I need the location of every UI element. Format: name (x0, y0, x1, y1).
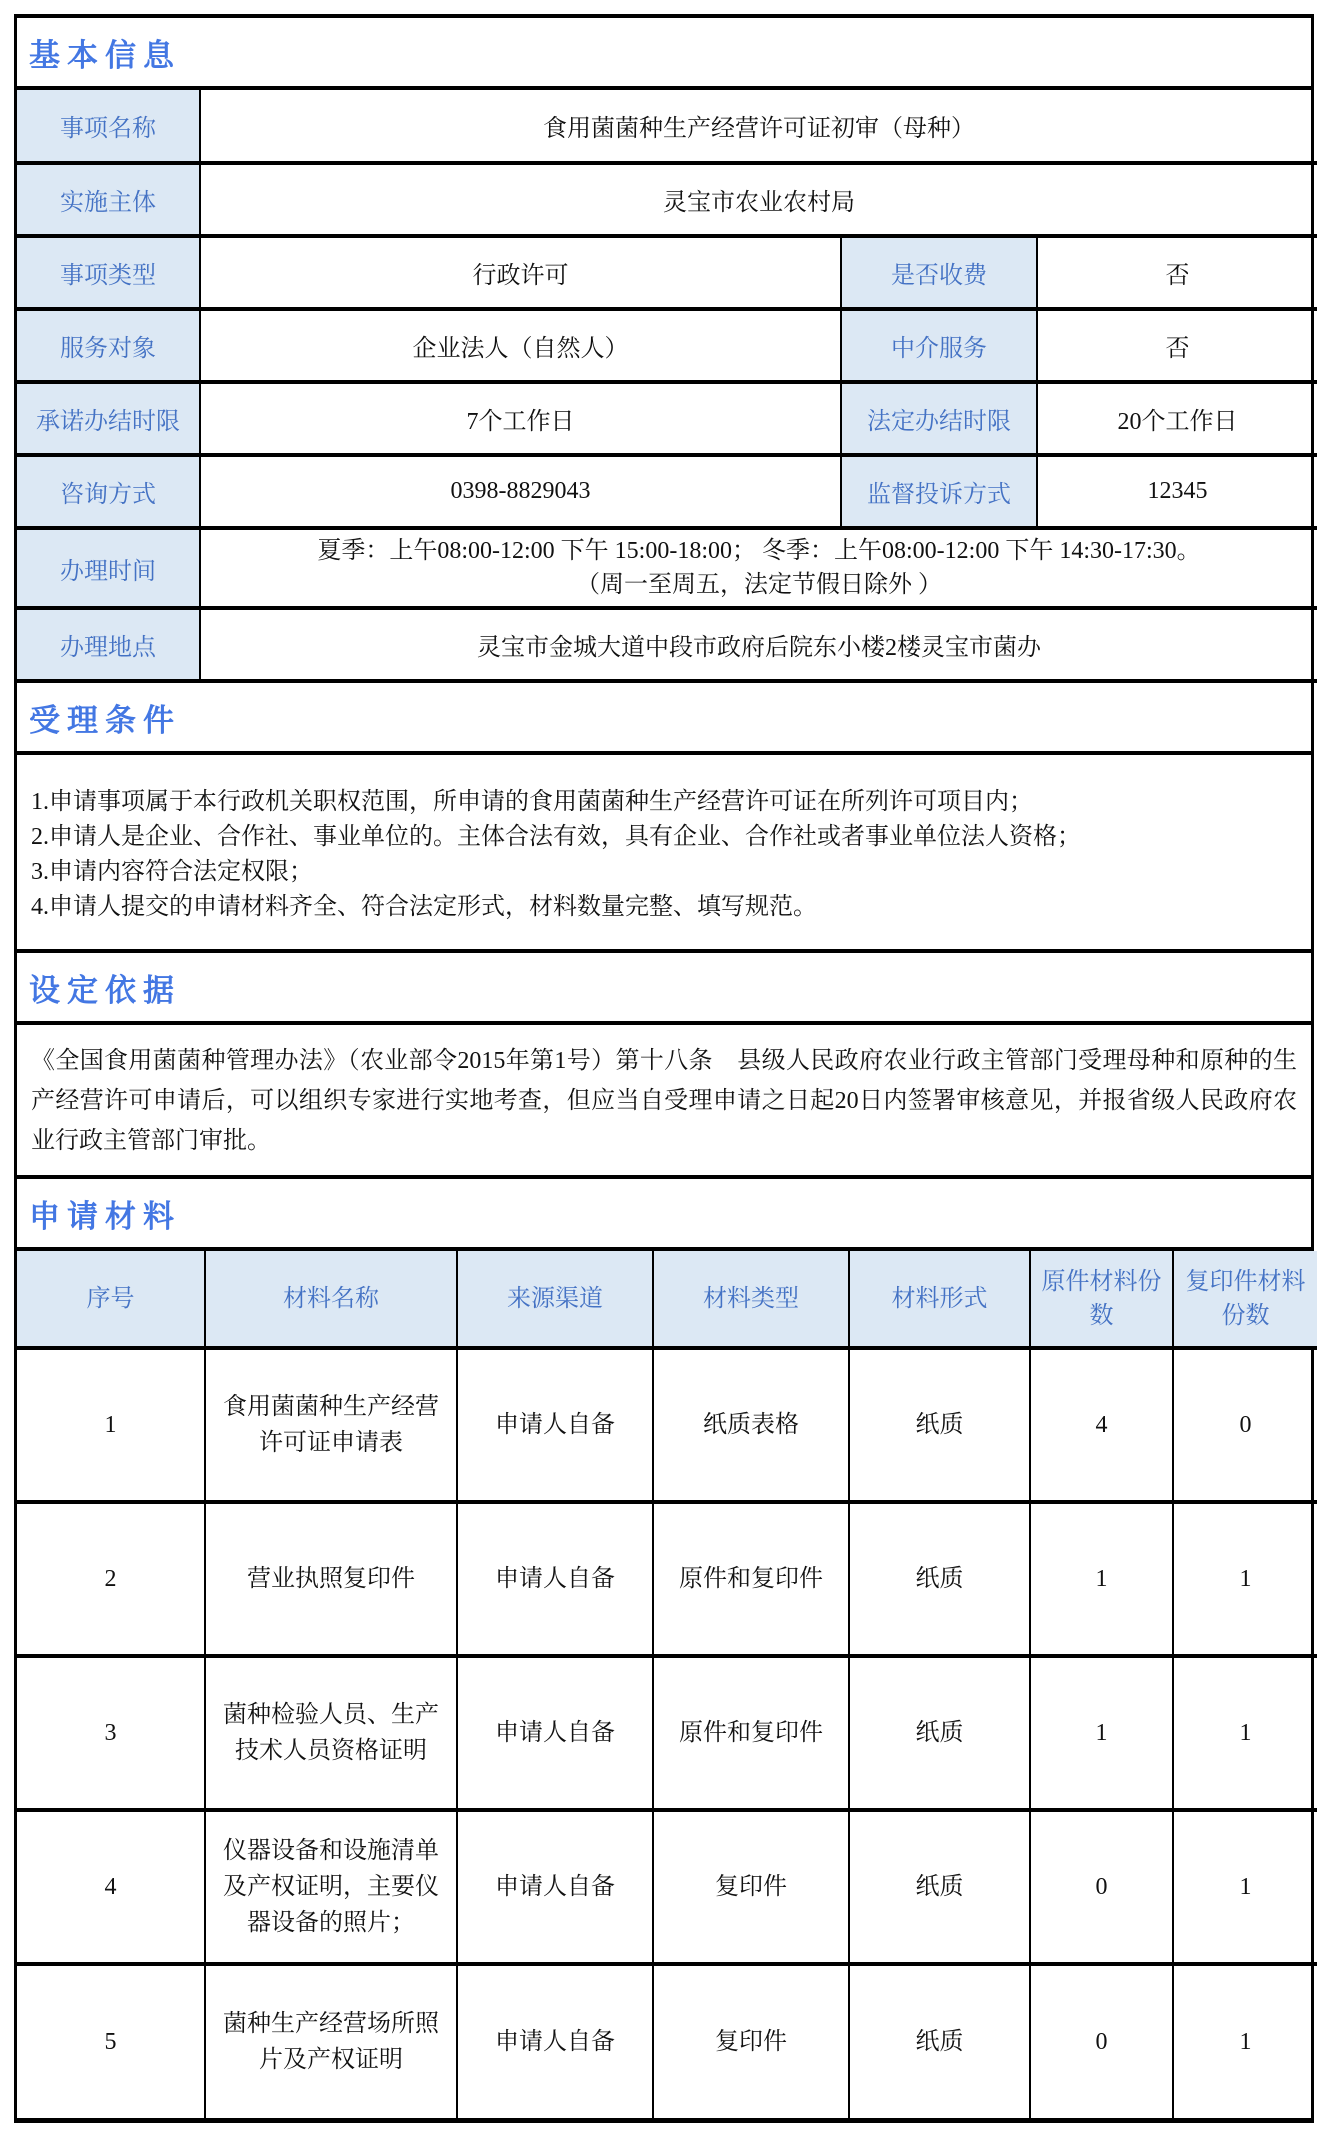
material-1-original-count: 4 (1030, 1348, 1173, 1502)
material-2-source: 申请人自备 (457, 1502, 653, 1656)
material-row-5 (17, 1964, 1317, 2118)
material-2-type: 原件和复印件 (653, 1502, 849, 1656)
material-row-1 (17, 1348, 1317, 1502)
label-consult-method: 咨询方式 (17, 455, 200, 528)
value-is-charged: 否 (1037, 236, 1317, 309)
section-title-application-materials: 申请材料 (17, 1179, 1311, 1251)
col-header-original-copies: 原件材料份数 (1030, 1251, 1173, 1348)
value-legal-limit: 20个工作日 (1037, 382, 1317, 455)
material-row-2 (17, 1502, 1317, 1656)
material-2-form: 纸质 (849, 1502, 1030, 1656)
material-3-source: 申请人自备 (457, 1656, 653, 1810)
material-2-seq: 2 (17, 1502, 205, 1656)
materials-header-row (17, 1251, 1317, 1348)
application-materials-table (17, 1251, 1317, 2118)
material-5-form: 纸质 (849, 1964, 1030, 2118)
material-row-4 (17, 1810, 1317, 1964)
row-item-name (17, 90, 1317, 163)
material-2-name: 营业执照复印件 (205, 1502, 457, 1656)
value-item-name: 食用菌菌种生产经营许可证初审（母种） (200, 90, 1317, 163)
value-implementer: 灵宝市农业农村局 (200, 163, 1317, 236)
material-1-type: 纸质表格 (653, 1348, 849, 1502)
office-hours-line1: 夏季：上午08:00-12:00 下午 15:00-18:00； 冬季：上午08:00-12:00 下午 14:30-17:30。 (317, 538, 1201, 564)
material-2-original-count: 1 (1030, 1502, 1173, 1656)
col-header-material-name: 材料名称 (205, 1251, 457, 1348)
col-header-source-channel: 来源渠道 (457, 1251, 653, 1348)
label-intermediary: 中介服务 (841, 309, 1037, 382)
col-header-material-type: 材料类型 (653, 1251, 849, 1348)
label-implementer: 实施主体 (17, 163, 200, 236)
material-1-name: 食用菌菌种生产经营许可证申请表 (205, 1348, 457, 1502)
label-service-target: 服务对象 (17, 309, 200, 382)
acceptance-condition-1: 1.申请事项属于本行政机关职权范围，所申请的食用菌菌种生产经营许可证在所列许可项目内； (31, 789, 1033, 815)
row-time-limits (17, 382, 1317, 455)
office-hours-line2: （周一至周五，法定节假日除外 ） (576, 572, 942, 598)
col-header-duplicate-copies: 复印件材料份数 (1173, 1251, 1317, 1348)
material-5-type: 复印件 (653, 1964, 849, 2118)
row-item-type (17, 236, 1317, 309)
label-item-name: 事项名称 (17, 90, 200, 163)
material-3-copy-count: 1 (1173, 1656, 1317, 1810)
material-3-original-count: 1 (1030, 1656, 1173, 1810)
material-5-original-count: 0 (1030, 1964, 1173, 2118)
material-5-source: 申请人自备 (457, 1964, 653, 2118)
value-office-hours (200, 528, 1317, 608)
value-service-target: 企业法人（自然人） (200, 309, 841, 382)
material-4-copy-count: 1 (1173, 1810, 1317, 1964)
value-consult-method: 0398-8829043 (200, 455, 841, 528)
material-4-seq: 4 (17, 1810, 205, 1964)
material-3-type: 原件和复印件 (653, 1656, 849, 1810)
material-1-copy-count: 0 (1173, 1348, 1317, 1502)
label-is-charged: 是否收费 (841, 236, 1037, 309)
acceptance-conditions-text (17, 755, 1311, 953)
acceptance-condition-3: 3.申请内容符合法定权限； (31, 859, 313, 885)
legal-basis-text: 《全国食用菌菌种管理办法》（农业部令2015年第1号）第十八条 县级人民政府农业行政主管部门受理母种和原种的生产经营许可申请后，可以组织专家进行实地考查，但应当自受理申请之日起20日内签署审核意见，并报省级人民政府农业行政主管部门审批。 (17, 1025, 1311, 1179)
row-implementer (17, 163, 1317, 236)
material-3-form: 纸质 (849, 1656, 1030, 1810)
label-complaint-method: 监督投诉方式 (841, 455, 1037, 528)
material-3-seq: 3 (17, 1656, 205, 1810)
label-legal-limit: 法定办结时限 (841, 382, 1037, 455)
row-contact (17, 455, 1317, 528)
material-4-type: 复印件 (653, 1810, 849, 1964)
label-office-location: 办理地点 (17, 608, 200, 681)
row-office-hours (17, 528, 1317, 608)
col-header-seq: 序号 (17, 1251, 205, 1348)
section-title-acceptance-conditions: 受理条件 (17, 683, 1311, 755)
material-row-3 (17, 1656, 1317, 1810)
material-1-form: 纸质 (849, 1348, 1030, 1502)
basic-info-table (17, 90, 1317, 683)
value-office-location: 灵宝市金城大道中段市政府后院东小楼2楼灵宝市菌办 (200, 608, 1317, 681)
material-1-seq: 1 (17, 1348, 205, 1502)
material-3-name: 菌种检验人员、生产技术人员资格证明 (205, 1656, 457, 1810)
material-5-name: 菌种生产经营场所照片及产权证明 (205, 1964, 457, 2118)
value-complaint-method: 12345 (1037, 455, 1317, 528)
material-4-source: 申请人自备 (457, 1810, 653, 1964)
material-4-form: 纸质 (849, 1810, 1030, 1964)
material-5-copy-count: 1 (1173, 1964, 1317, 2118)
label-office-hours: 办理时间 (17, 528, 200, 608)
row-service-target (17, 309, 1317, 382)
material-2-copy-count: 1 (1173, 1502, 1317, 1656)
service-item-sheet (14, 14, 1314, 2123)
value-promised-limit: 7个工作日 (200, 382, 841, 455)
material-4-name: 仪器设备和设施清单及产权证明，主要仪器设备的照片； (205, 1810, 457, 1964)
section-title-legal-basis: 设定依据 (17, 953, 1311, 1025)
col-header-material-form: 材料形式 (849, 1251, 1030, 1348)
material-5-seq: 5 (17, 1964, 205, 2118)
acceptance-condition-2: 2.申请人是企业、合作社、事业单位的。主体合法有效，具有企业、合作社或者事业单位法人资格； (31, 824, 1081, 850)
value-item-type: 行政许可 (200, 236, 841, 309)
label-item-type: 事项类型 (17, 236, 200, 309)
material-1-source: 申请人自备 (457, 1348, 653, 1502)
acceptance-condition-4: 4.申请人提交的申请材料齐全、符合法定形式，材料数量完整、填写规范。 (31, 894, 817, 920)
section-title-basic-info: 基本信息 (17, 18, 1311, 90)
value-intermediary: 否 (1037, 309, 1317, 382)
label-promised-limit: 承诺办结时限 (17, 382, 200, 455)
material-4-original-count: 0 (1030, 1810, 1173, 1964)
row-office-location (17, 608, 1317, 681)
